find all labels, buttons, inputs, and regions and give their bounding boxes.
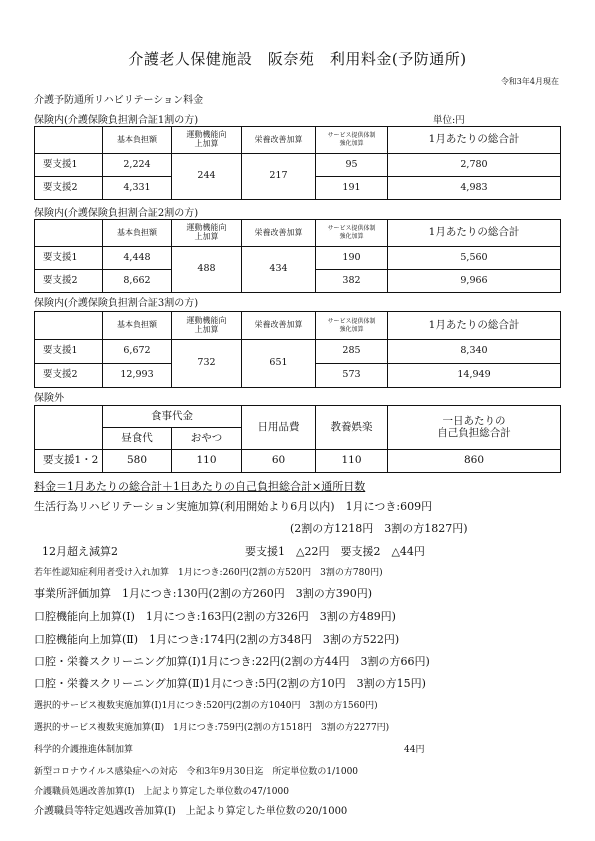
table-row: [35, 450, 561, 473]
total-value: 14,949: [388, 364, 561, 388]
basic-value: 2,224: [103, 154, 172, 177]
header-daily-total: 一日あたりの 自己負担総合計: [388, 406, 561, 450]
row-label: 要支援1・2: [35, 450, 103, 473]
staff-addition-2: 介護職員等特定処遇改善加算(Ⅰ) 上記より算定した単位数の20/1000: [34, 806, 348, 817]
fee-table-2: [34, 219, 561, 293]
rehab-addition-sub: (2割の方1218円 3割の方1827円): [290, 522, 468, 535]
row-label: 要支援1: [35, 154, 103, 177]
nutrition-value: 434: [242, 247, 316, 293]
table-header-row: [35, 220, 561, 247]
total-value: 9,966: [388, 270, 561, 293]
table-row: [35, 340, 561, 364]
basic-value: 12,993: [103, 364, 172, 388]
header-basic: 基本負担額: [103, 220, 172, 247]
page-title: 介護老人保健施設 阪奈苑 利用料金(予防通所): [128, 50, 467, 68]
over12-label: 12月超え減算2: [42, 545, 118, 558]
header-monthly-total: 1月あたりの総合計: [388, 127, 561, 154]
effective-date: 令和3年4月現在: [500, 77, 559, 86]
header-lunch: 昼食代: [103, 428, 172, 450]
service-value: 382: [316, 270, 388, 293]
covid-addition: 新型コロナウイルス感染症への対応 令和3年9月30日迄 所定単位数の1/1000: [34, 767, 359, 777]
section-label: 介護予防通所リハビリテーション料金: [34, 95, 204, 106]
header-nutrition: 栄養改善加算: [242, 312, 316, 340]
oral-addition-1: 口腔機能向上加算(Ⅰ) 1月につき:163円(2割の方326円 3割の方489円): [34, 610, 396, 623]
basic-value: 8,662: [103, 270, 172, 293]
header-monthly-total: 1月あたりの総合計: [388, 312, 561, 340]
header-nutrition: 栄養改善加算: [242, 127, 316, 154]
daily-value: 60: [242, 450, 316, 473]
header-motor: 運動機能向 上加算: [172, 220, 242, 247]
header-basic: 基本負担額: [103, 312, 172, 340]
staff-addition-1: 介護職員処遇改善加算(Ⅰ) 上記より算定した単位数の47/1000: [34, 787, 289, 797]
nutrition-value: 651: [242, 340, 316, 388]
total-value: 4,983: [388, 177, 561, 200]
total-value: 2,780: [388, 154, 561, 177]
table-header-row: [35, 127, 561, 154]
insured-3-label: 保険内(介護保険負担割合証3割の方): [34, 298, 199, 309]
row-label: 要支援2: [35, 270, 103, 293]
table-row: [35, 247, 561, 270]
service-value: 191: [316, 177, 388, 200]
row-label: 要支援1: [35, 247, 103, 270]
table-row: [35, 154, 561, 177]
service-value: 95: [316, 154, 388, 177]
header-daily: 日用品費: [242, 406, 316, 450]
basic-value: 6,672: [103, 340, 172, 364]
fee-table-1: [34, 126, 561, 200]
header-monthly-total: 1月あたりの総合計: [388, 220, 561, 247]
service-value: 285: [316, 340, 388, 364]
culture-value: 110: [316, 450, 388, 473]
header-service: サービス提供体制 強化加算: [316, 312, 388, 340]
basic-value: 4,331: [103, 177, 172, 200]
screening-addition-2: 口腔・栄養スクリーニング加算(Ⅱ)1月につき:5円(2割の方10円 3割の方15円): [34, 677, 426, 690]
nutrition-value: 217: [242, 154, 316, 200]
header-culture: 教養娯楽: [316, 406, 388, 450]
science-addition-label: 科学的介護推進体制加算: [34, 745, 134, 755]
header-motor: 運動機能向 上加算: [172, 127, 242, 154]
selective-addition-2: 選択的サービス複数実施加算(Ⅱ) 1月につき:759円(2割の方1518円 3割の方2277円): [34, 723, 390, 733]
evaluation-addition: 事業所評価加算 1月につき:130円(2割の方260円 3割の方390円): [34, 587, 373, 600]
rehab-addition: 生活行為リハビリテーション実施加算(利用開始より6月以内) 1月につき:609円: [34, 500, 433, 513]
header-nutrition: 栄養改善加算: [242, 220, 316, 247]
header-motor: 運動機能向 上加算: [172, 312, 242, 340]
header-service: サービス提供体制 強化加算: [316, 220, 388, 247]
oral-addition-2: 口腔機能向上加算(Ⅱ) 1月につき:174円(2割の方348円 3割の方522円): [34, 633, 400, 646]
science-addition-value: 44円: [404, 745, 425, 755]
motor-value: 488: [172, 247, 242, 293]
header-basic: 基本負担額: [103, 127, 172, 154]
basic-value: 4,448: [103, 247, 172, 270]
lunch-value: 580: [103, 450, 172, 473]
snack-value: 110: [172, 450, 242, 473]
row-label: 要支援1: [35, 340, 103, 364]
insured-1-label: 保険内(介護保険負担割合証1割の方): [34, 115, 199, 126]
header-meal: 食事代金: [103, 406, 242, 428]
motor-value: 732: [172, 340, 242, 388]
dementia-addition: 若年性認知症利用者受け入れ加算 1月につき:260円(2割の方520円 3割の方780円): [34, 568, 383, 578]
table-header-row: [35, 312, 561, 340]
over12-value: 要支援1 △22円 要支援2 △44円: [245, 545, 425, 558]
insured-2-label: 保険内(介護保険負担割合証2割の方): [34, 208, 199, 219]
fee-formula: 料金＝1月あたりの総合計＋1日あたりの自己負担総合計×通所日数: [34, 480, 366, 493]
header-service: サービス提供体制 強化加算: [316, 127, 388, 154]
total-value: 5,560: [388, 247, 561, 270]
external-label: 保険外: [34, 393, 64, 404]
screening-addition-1: 口腔・栄養スクリーニング加算(Ⅰ)1月につき:22円(2割の方44円 3割の方66円): [34, 655, 430, 668]
header-snack: おやつ: [172, 428, 242, 450]
motor-value: 244: [172, 154, 242, 200]
row-label: 要支援2: [35, 364, 103, 388]
fee-table-3: [34, 311, 561, 388]
table-header-row: [35, 406, 561, 428]
daily-total-value: 860: [388, 450, 561, 473]
service-value: 573: [316, 364, 388, 388]
unit-label: 単位:円: [433, 115, 465, 126]
external-fee-table: [34, 405, 561, 473]
selective-addition-1: 選択的サービス複数実施加算(Ⅰ)1月につき:520円(2割の方1040円 3割の方1560円): [34, 701, 378, 711]
row-label: 要支援2: [35, 177, 103, 200]
service-value: 190: [316, 247, 388, 270]
total-value: 8,340: [388, 340, 561, 364]
